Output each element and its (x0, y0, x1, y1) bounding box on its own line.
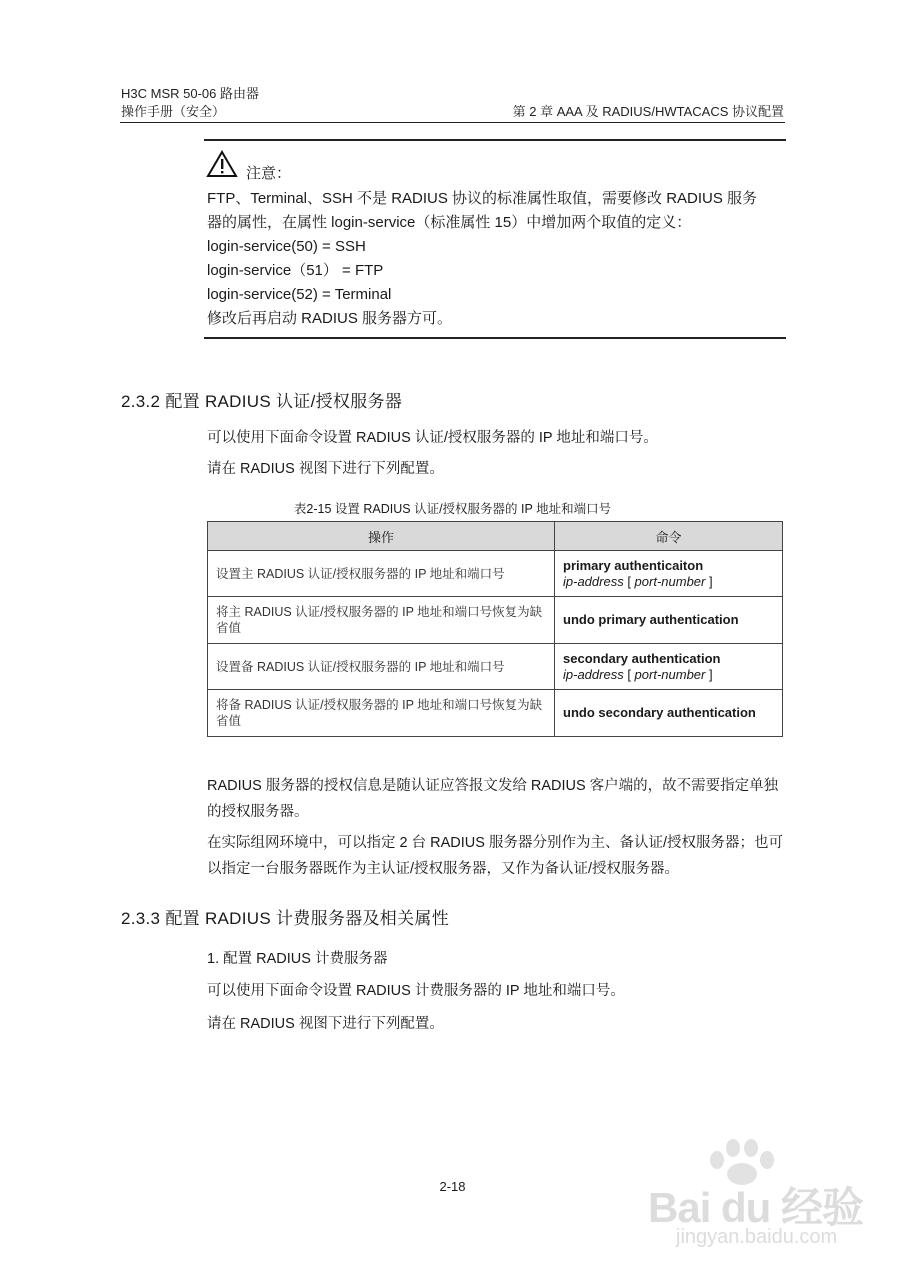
table-header-cmd: 命令 (555, 522, 783, 551)
section-233-title: 2.3.3 配置 RADIUS 计费服务器及相关属性 (121, 909, 450, 928)
note-line: 器的属性，在属性 login-service（标准属性 15）中增加两个取值的定义： (207, 214, 692, 231)
note-line: login-service（51） = FTP (207, 262, 384, 279)
command-arg: ip-address (563, 666, 624, 682)
table-caption: 表2-15 设置 RADIUS 认证/授权服务器的 IP 地址和端口号 (293, 502, 612, 516)
note-title: 注意： (246, 165, 292, 182)
section-233-para2: 请在 RADIUS 视图下进行下列配置。 (207, 1016, 444, 1032)
note-line: login-service(50) = SSH (207, 238, 366, 255)
command-text: primary authenticaiton (563, 557, 704, 573)
note-line: FTP、Terminal、SSH 不是 RADIUS 协议的标准属性取值，需要修改 RADIUS 服务 (207, 190, 758, 207)
note-top-rule (204, 139, 786, 141)
command-text: secondary authentication (563, 650, 721, 666)
section-233-para1: 可以使用下面命令设置 RADIUS 计费服务器的 IP 地址和端口号。 (207, 983, 625, 999)
header-rule (120, 122, 785, 123)
watermark-url: jingyan.baidu.com (676, 1226, 838, 1248)
table-header-op: 操作 (208, 522, 555, 551)
table-row (208, 597, 783, 644)
table-cell-op: 设置备 RADIUS 认证/授权服务器的 IP 地址和端口号 (208, 644, 555, 690)
section-232-para2: 请在 RADIUS 视图下进行下列配置。 (207, 461, 444, 477)
table-row (208, 551, 783, 597)
table-row (208, 690, 783, 737)
table-cell-cmd: undo secondary authentication (555, 690, 783, 737)
table-row (208, 644, 783, 690)
table-cell-cmd: undo primary authentication (555, 597, 783, 644)
warning-icon (206, 150, 238, 178)
note-line: login-service(52) = Terminal (207, 286, 392, 303)
table-header-row (208, 522, 783, 551)
table-cell-op: 将主 RADIUS 认证/授权服务器的 IP 地址和端口号恢复为缺省值 (208, 597, 555, 644)
command-arg: port-number (634, 573, 706, 589)
command-arg: ip-address (563, 573, 624, 589)
note-bottom-rule (204, 337, 786, 339)
command-table (207, 521, 783, 737)
watermark-brand: Bai du 经验 (648, 1184, 864, 1231)
header-product: H3C MSR 50-06 路由器 (121, 86, 259, 101)
command-arg: port-number (634, 666, 706, 682)
section-233-sub1: 1. 配置 RADIUS 计费服务器 (207, 951, 388, 967)
section-232-para1: 可以使用下面命令设置 RADIUS 认证/授权服务器的 IP 地址和端口号。 (207, 430, 658, 446)
section-232-para4: 在实际组网环境中，可以指定 2 台 RADIUS 服务器分别作为主、备认证/授权服务器；也可以指定一台服务器既作为主认证/授权服务器，又作为备认证/授权服务器。 (207, 835, 783, 877)
note-body (207, 187, 785, 331)
header-manual: 操作手册（安全） (121, 104, 226, 119)
page-number: 2-18 (439, 1179, 466, 1194)
table-cell-op: 设置主 RADIUS 认证/授权服务器的 IP 地址和端口号 (208, 551, 555, 597)
header-chapter: 第 2 章 AAA 及 RADIUS/HWTACACS 协议配置 (512, 104, 784, 119)
note-line: 修改后再启动 RADIUS 服务器方可。 (207, 310, 453, 327)
table-cell-op: 将备 RADIUS 认证/授权服务器的 IP 地址和端口号恢复为缺省值 (208, 690, 555, 737)
section-232-title: 2.3.2 配置 RADIUS 认证/授权服务器 (121, 392, 403, 411)
table-cell-cmd: secondary authentication ip-address [ port-number ] (555, 644, 783, 690)
table-cell-cmd: primary authenticaiton ip-address [ port-number ] (555, 551, 783, 597)
section-232-para3: RADIUS 服务器的授权信息是随认证应答报文发给 RADIUS 客户端的，故不需要指定单独的授权服务器。 (207, 778, 779, 820)
